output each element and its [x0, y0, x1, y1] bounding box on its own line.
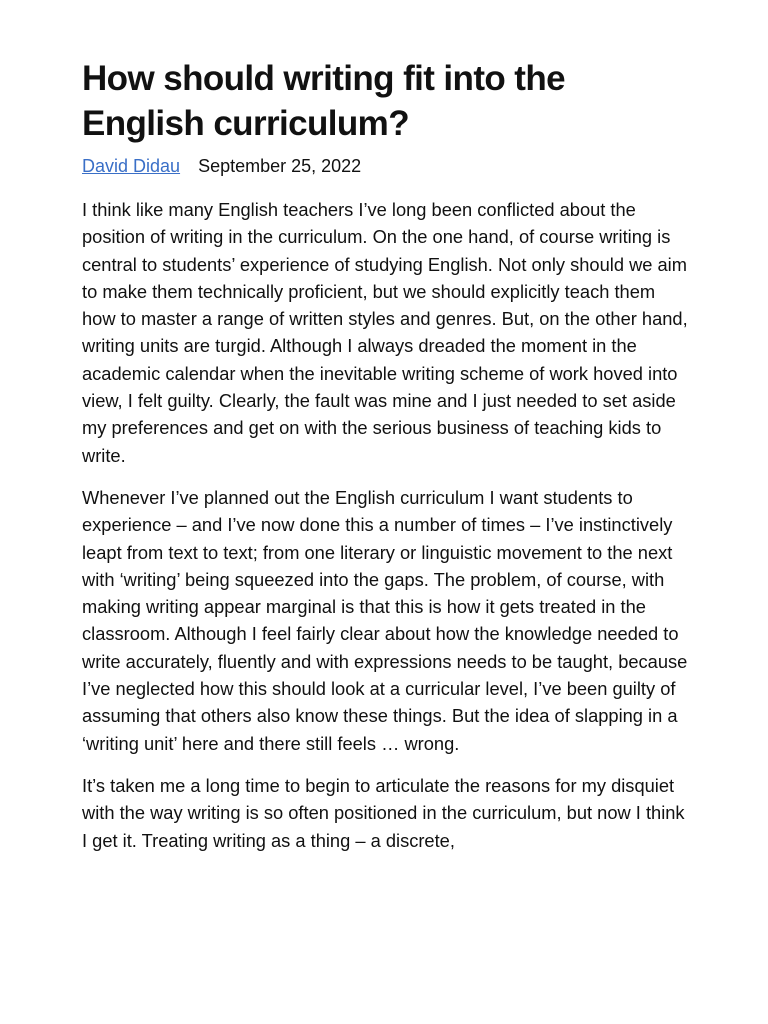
- article-body: [82, 196, 692, 854]
- paragraph: Whenever I’ve planned out the English curriculum I want students to experience – and I’ve now done this a number of times – I’ve instinctively leapt from text to text; from one literary or linguistic movement to the next with ‘writing’ being squeezed into the gaps. The problem, of course, with making writing appear marginal is that this is how it gets treated in the classroom. Although I feel fairly clear about how the knowledge needed to write accurately, fluently and with expressions needs to be taught, because I’ve neglected how this should look at a curricular level, I’ve been guilty of assuming that others also know these things. But the idea of slapping in a ‘writing unit’ here and there still feels … wrong.: [82, 486, 688, 754]
- article-meta: [82, 154, 692, 178]
- article-title: How should writing fit into the English curriculum?: [82, 59, 565, 143]
- paragraph: It’s taken me a long time to begin to articulate the reasons for my disquiet with the way writing is so often positioned in the curriculum, but now I think I get it. Treating writing as a thing – a discrete,: [82, 774, 685, 851]
- article: [82, 56, 692, 869]
- paragraph: I think like many English teachers I’ve long been conflicted about the position of writing in the curriculum. On the one hand, of course writing is central to students’ experience of studying English. Not only should we aim to make them technically proficient, but we should explicitly teach them how to master a range of written styles and genres. But, on the other hand, writing units are turgid. Although I always dreaded the moment in the academic calendar when the inevitable writing scheme of work hoved into view, I felt guilty. Clearly, the fault was mine and I just needed to set aside my preferences and get on with the serious business of teaching kids to write.: [82, 199, 688, 466]
- author-link[interactable]: David Didau: [82, 156, 181, 176]
- publish-date: September 25, 2022: [198, 156, 362, 176]
